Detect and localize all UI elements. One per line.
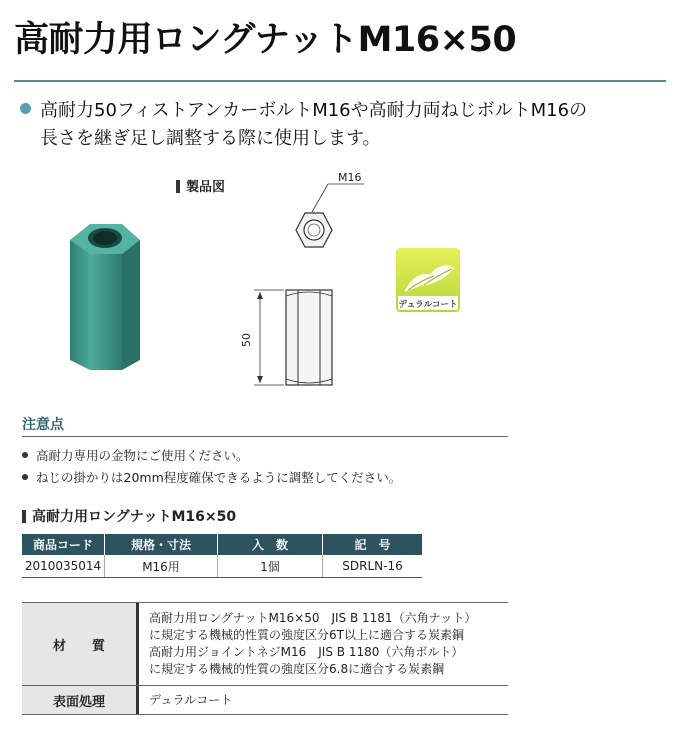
title-divider [14, 80, 666, 82]
header-product-code: 商品コード [22, 534, 105, 555]
figure-label [176, 176, 225, 195]
nut-photo-image [64, 220, 146, 384]
note-item [22, 468, 401, 486]
top-dim-label: M16 [338, 171, 362, 184]
material-description [139, 603, 508, 686]
spec-table [22, 534, 422, 578]
material-line: 高耐力用ロングナットM16×50 JIS B 1181（六角ナット） [149, 611, 477, 625]
finish-label: 表面処理 [22, 686, 136, 715]
note-item [22, 446, 249, 464]
square-marker-icon [176, 180, 180, 193]
logo-text: デュラルコート [398, 300, 458, 310]
material-line: に規定する機械的性質の強度区分6.8に適合する炭素鋼 [149, 662, 445, 676]
table-row [22, 555, 422, 578]
material-label: 材 質 [22, 603, 136, 686]
bullet-icon [20, 103, 31, 114]
bullet-icon [22, 452, 28, 458]
side-view-drawing [232, 282, 342, 392]
cell-product-code: 2010035014 [22, 555, 105, 578]
spec-title-text: 高耐力用ロングナットM16×50 [32, 509, 237, 525]
description-line-2: 長さを継ぎ足し調整する際に使用します。 [40, 128, 381, 149]
finish-value: デュラルコート [139, 686, 508, 715]
notes-divider [22, 436, 508, 437]
material-table [22, 602, 508, 715]
header-symbol: 記 号 [323, 534, 423, 555]
figure-label-text: 製品図 [186, 180, 226, 195]
notes-title: 注意点 [22, 417, 64, 433]
material-row [22, 603, 508, 686]
material-line: 高耐力用ジョイントネジM16 JIS B 1180（六角ボルト） [149, 645, 464, 659]
description-line-1: 高耐力50フィストアンカーボルトM16や高耐力両ねじボルトM16の [40, 100, 588, 121]
page-title: 高耐力用ロングナットM16×50 [14, 20, 517, 60]
finish-row [22, 686, 508, 715]
spec-title [22, 506, 236, 526]
top-view-drawing [268, 168, 362, 268]
header-quantity: 入 数 [218, 534, 323, 555]
material-line: に規定する機械的性質の強度区分6T以上に適合する炭素鋼 [149, 628, 464, 642]
header-size: 規格・寸法 [105, 534, 218, 555]
side-dim-label: 50 [240, 333, 253, 347]
square-marker-icon [22, 510, 26, 523]
cell-size: M16用 [105, 555, 218, 578]
cell-quantity: 1個 [218, 555, 323, 578]
bullet-icon [22, 474, 28, 480]
note-text: ねじの掛かりは20mm程度確保できるように調整してください。 [36, 470, 402, 485]
durable-coat-logo [394, 246, 464, 316]
cell-symbol: SDRLN-16 [323, 555, 423, 578]
spec-header-row [22, 534, 422, 555]
note-text: 高耐力専用の金物にご使用ください。 [36, 448, 249, 463]
